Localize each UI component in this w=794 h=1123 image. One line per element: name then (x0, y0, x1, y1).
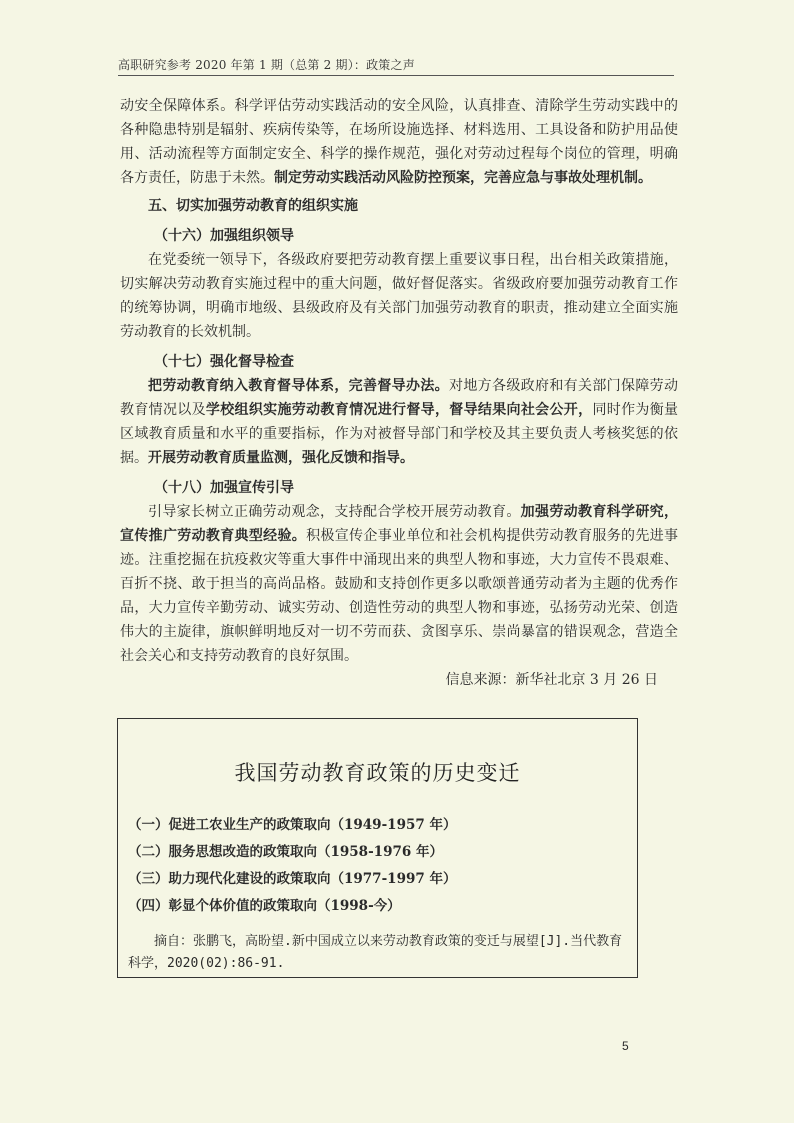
item-18-text-1: 引导家长树立正确劳动观念，支持配合学校开展劳动教育。 (148, 504, 521, 520)
page-number: 5 (622, 1039, 629, 1053)
body-text (120, 94, 678, 692)
paragraph-safety (120, 94, 678, 190)
paragraph-safety-bold: 制定劳动实践活动风险防控预案，完善应急与事故处理机制。 (274, 170, 652, 186)
history-box (117, 718, 638, 978)
header-rule (118, 75, 674, 76)
item-17-text-2: 同时作为衡量区域教育质量和水平的重要指标，作为对被督导部门和学校及其主要负责人考核奖惩的依据。 (120, 402, 679, 466)
list-item: （三）助力现代化建设的政策取向（1977-1997 年） (128, 871, 457, 887)
item-18-bold: 加强劳动教育科学研究，宣传推广劳动教育典型经验。 (120, 504, 679, 544)
item-17-title: （十七）强化督导检查 (154, 354, 294, 370)
item-16-title: （十六）加强组织领导 (154, 228, 294, 244)
section-5-title: 五、切实加强劳动教育的组织实施 (148, 198, 358, 214)
item-18-title: （十八）加强宣传引导 (154, 480, 294, 496)
source-line: 信息来源：新华社北京 3 月 26 日 (445, 672, 658, 688)
list-item: （一）促进工农业生产的政策取向（1949-1957 年） (128, 817, 457, 833)
running-header: 高职研究参考 2020 年第 1 期（总第 2 期）：政策之声 (118, 58, 415, 72)
list-item: （四）彰显个体价值的政策取向（1998-今） (128, 898, 401, 914)
item-17-bold-2: 学校组织实施劳动教育情况进行督导，督导结果向社会公开， (205, 402, 593, 418)
item-17-bold-1: 把劳动教育纳入教育督导体系，完善督导办法。 (148, 378, 449, 394)
box-excerpt: 摘自：张鹏飞，高盼望.新中国成立以来劳动教育政策的变迁与展望[J].当代教育科学，2020(02):86-91. (128, 934, 623, 971)
item-17-bold-3: 开展劳动教育质量监测，强化反馈和指导。 (148, 450, 414, 466)
item-17-text (120, 374, 678, 470)
paragraph-safety-text: 动安全保障体系。科学评估劳动实践活动的安全风险，认真排查、清除学生劳动实践中的各种隐患特别是辐射、疾病传染等，在场所设施选择、材料选用、工具设备和防护用品使用、活动流程等方面制定安全、科学的操作规范，强化对劳动过程每个岗位的管理，明确各方责任，防患于未然。 (120, 98, 678, 186)
item-18-text (120, 500, 678, 668)
item-16-text: 在党委统一领导下，各级政府要把劳动教育摆上重要议事日程，出台相关政策措施，切实解决劳动教育实施过程中的重大问题，做好督促落实。省级政府要加强劳动教育工作的统筹协调，明确市地级、县级政府及有关部门加强劳动教育的职责，推动建立全面实施劳动教育的长效机制。 (120, 252, 678, 340)
list-item: （二）服务思想改造的政策取向（1958-1976 年） (128, 844, 443, 860)
item-18-text-2: 积极宣传企事业单位和社会机构提供劳动教育服务的先进事迹。注重挖掘在抗疫救灾等重大事件中涌现出来的典型人物和事迹，大力宣传不畏艰难、百折不挠、敢于担当的高尚品格。鼓励和支持创作更多以歌颂普通劳动者为主题的优秀作品，大力宣传辛勤劳动、诚实劳动、创造性劳动的典型人物和事迹，弘扬劳动光荣、创造伟大的主旋律，旗帜鲜明地反对一切不劳而获、贪图享乐、崇尚暴富的错误观念，营造全社会关心和支持劳动教育的良好氛围。 (120, 528, 679, 664)
item-17-text-1: 对地方各级政府和有关部门保障劳动教育情况以及 (120, 378, 678, 418)
box-list (128, 812, 456, 920)
box-title: 我国劳动教育政策的历史变迁 (234, 761, 521, 785)
